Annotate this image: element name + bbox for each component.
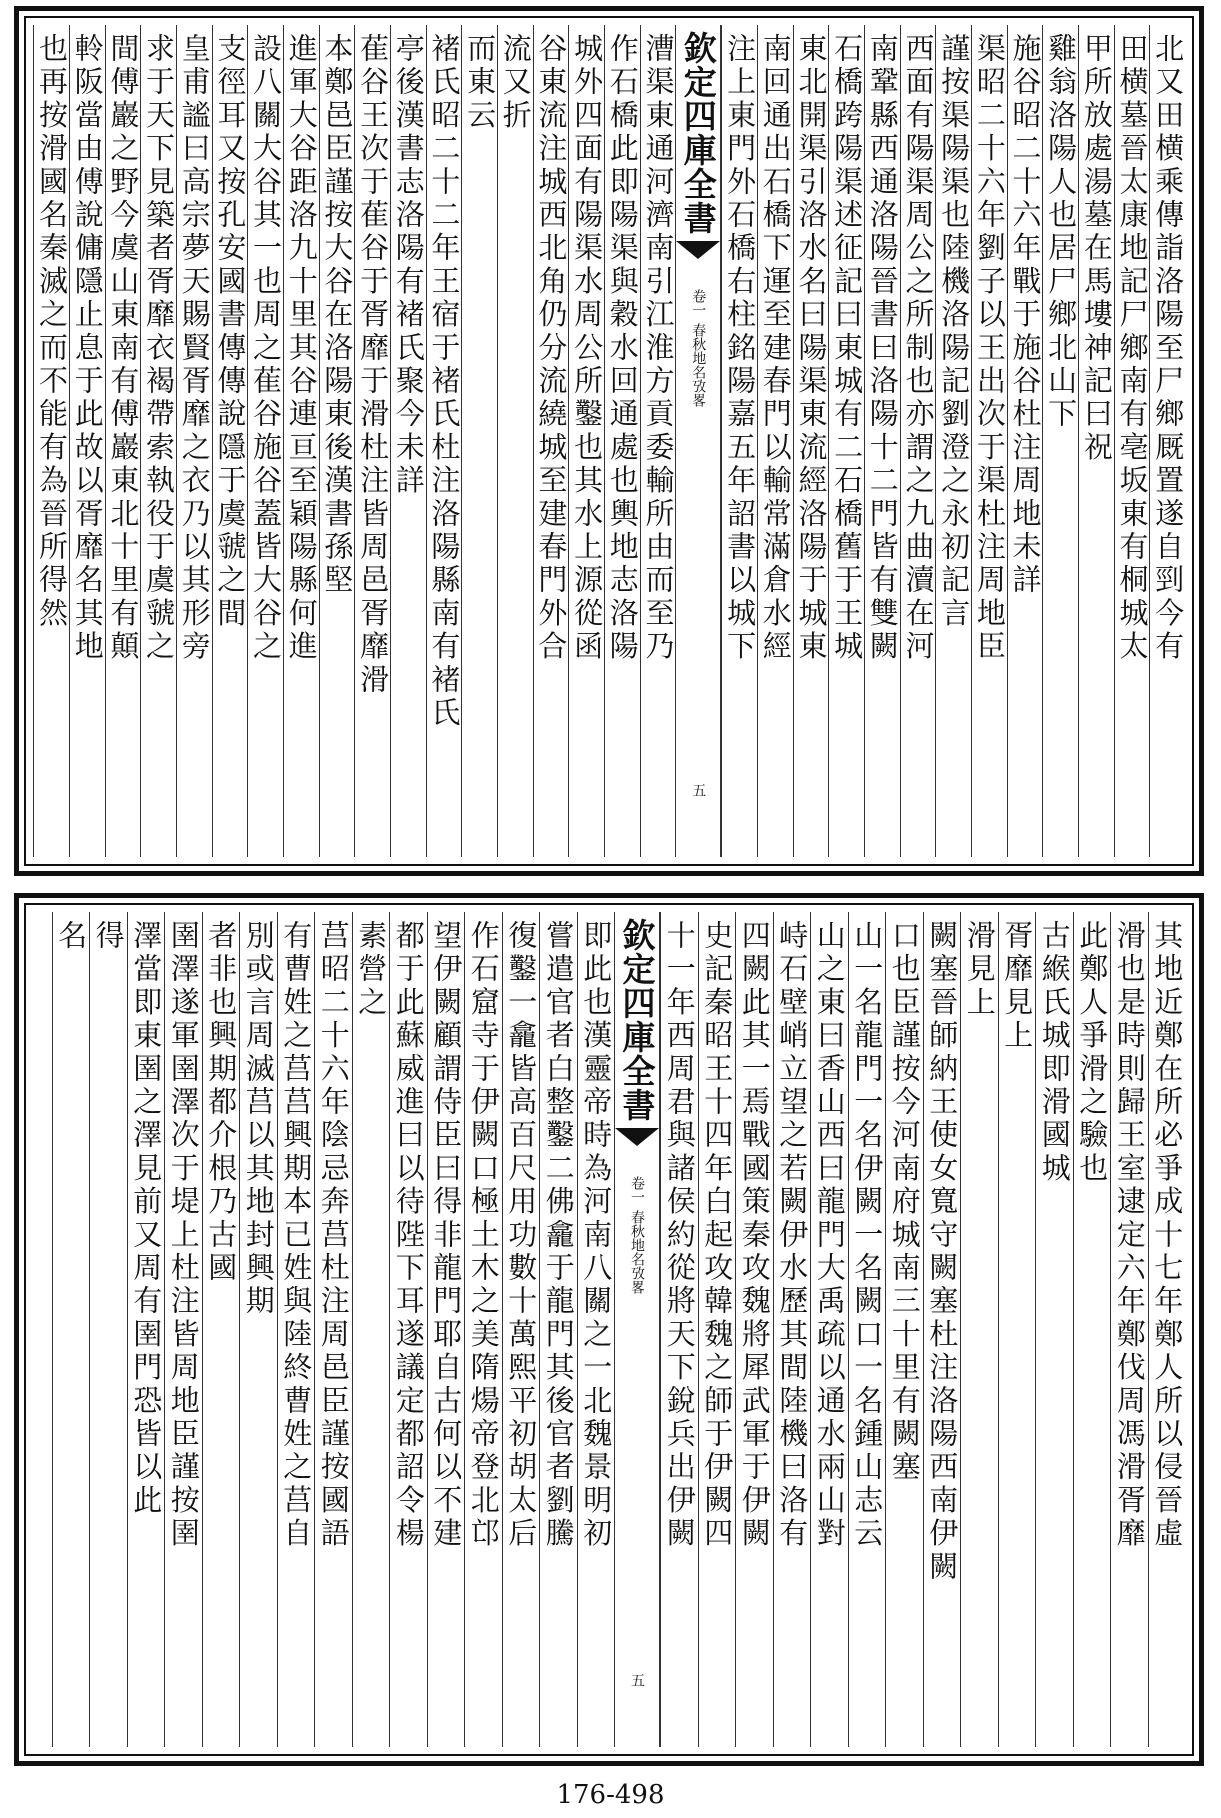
text-column	[283, 25, 319, 857]
column-text: 即此也漢靈帝時為河南八關之一北魏景明初	[579, 920, 614, 1551]
text-column	[426, 25, 462, 857]
column-text: 本鄭邑臣謹按大谷在洛陽東後漢書孫堅	[320, 33, 355, 598]
column-text: 石橋跨陽渠述征記曰東城有二石橋舊于王城	[830, 33, 864, 664]
center-spine	[675, 25, 721, 857]
column-text: 褚氏昭二十二年王宿于褚氏杜注洛陽縣南有褚氏	[427, 33, 462, 731]
column-text: 闕塞晉師納王使女寬守闕塞杜注洛陽西南伊闕	[925, 920, 960, 1584]
text-column	[1078, 25, 1114, 857]
chapter-title: 春秋地名攷畧	[629, 1210, 645, 1294]
top-page-panel	[14, 6, 1204, 876]
text-column	[935, 25, 971, 857]
text-column	[247, 25, 283, 857]
text-column	[314, 912, 352, 1747]
column-text: 圉澤遂軍圉澤次于堤上杜注皆周地臣謹按圉	[166, 920, 201, 1551]
text-column	[354, 25, 390, 857]
column-text: 山一名龍門一名伊闕一名闕口一名鍾山志云	[850, 920, 885, 1551]
text-column	[69, 25, 105, 857]
text-column	[127, 912, 165, 1747]
column-text: 皇甫謐曰高宗夢天賜賢胥靡之衣乃以其形旁	[177, 33, 212, 664]
column-text: 峙石壁峭立望之若闕伊水歷其間陸機曰洛有	[775, 920, 810, 1551]
text-column	[533, 25, 569, 857]
column-text: 口也臣謹按今河南府城南三十里有闕塞	[887, 920, 922, 1485]
text-column	[793, 25, 829, 857]
column-text: 谷東流注城西北角仍分流繞城至建春門外合	[534, 33, 569, 664]
text-column	[164, 912, 202, 1747]
column-text: 作石橋此即陽渠與穀水回通處也輿地志洛陽	[605, 33, 640, 664]
column-text: 亭後漢書志洛陽有褚氏聚今未詳	[391, 33, 426, 498]
column-text: 流又折	[498, 33, 533, 133]
text-column	[923, 912, 961, 1747]
column-text: 東北開渠引洛水名曰陽渠東流經洛陽于城東	[794, 33, 829, 664]
column-text: 都于此蘇威進曰以待陛下耳遂議定都詔令楊	[391, 920, 426, 1551]
column-text: 滑見上	[962, 920, 997, 1020]
column-text: 施谷昭二十六年戰于施谷杜注周地未詳	[1008, 33, 1043, 598]
column-text: 支徑耳又按孔安國書傳傳說隱于虞虢之間	[213, 33, 248, 631]
text-column	[998, 912, 1036, 1747]
fish-tail-ornament	[615, 1128, 659, 1146]
column-text: 設八關大谷其一也周之萑谷施谷蓋皆大谷之	[249, 33, 283, 664]
column-text: 間傅巖之野今虞山東南有傅巖東北十里有顛	[106, 33, 141, 664]
column-text: 莒昭二十六年陰忌奔莒杜注周邑臣謹按國語	[316, 920, 351, 1551]
text-column	[89, 912, 127, 1747]
text-column	[660, 912, 698, 1747]
text-column	[52, 912, 90, 1747]
column-text: 西面有陽渠周公之所制也亦謂之九曲瀆在河	[901, 33, 936, 664]
column-text: 此鄭人爭滑之驗也	[1075, 920, 1110, 1186]
text-column	[698, 912, 736, 1747]
column-text: 作石窟寺于伊闕口極土木之美隋煬帝登北邙	[466, 920, 501, 1551]
column-text: 者非也興期都介根乃古國	[204, 920, 239, 1286]
volume-label: 卷一	[690, 289, 707, 317]
text-column	[721, 25, 757, 857]
text-column	[1042, 25, 1078, 857]
text-column	[389, 912, 427, 1747]
text-column	[461, 25, 497, 857]
column-text: 南鞏縣西通洛陽晉書曰洛陽十二門皆有雙闕	[865, 33, 900, 664]
column-text: 渠昭二十六年劉子以王出次于渠杜注周地臣	[972, 33, 1007, 664]
column-text: 注上東門外石橋右柱銘陽嘉五年詔書以城下	[723, 33, 757, 664]
column-text: 十一年西周君與諸侯約從將天下銳兵出伊闕	[662, 920, 697, 1551]
page-number-footer: 176-498	[556, 1780, 665, 1810]
text-column	[828, 25, 864, 857]
center-spine	[614, 912, 660, 1747]
column-text: 四闕此其一焉戰國策秦攻魏將犀武軍于伊闕	[737, 920, 772, 1551]
column-text: 城外四面有陽渠水周公所鑿也其水上源從函	[570, 33, 604, 664]
column-text: 素營之	[354, 920, 389, 1020]
column-text: 也再按滑國名秦滅之而不能有為晉所得然	[35, 33, 69, 631]
column-text: 澤當即東圉之澤見前又周有圉門恐皆以此	[129, 920, 164, 1518]
text-column	[604, 25, 640, 857]
text-column	[497, 25, 533, 857]
text-column	[900, 25, 936, 857]
text-column	[105, 25, 141, 857]
text-column	[810, 912, 848, 1747]
text-column	[539, 912, 577, 1747]
text-column	[757, 25, 793, 857]
column-text: 田横墓晉太康地記尸鄉南有亳坂東有桐城太	[1115, 33, 1150, 664]
folio-number: 五	[690, 783, 707, 797]
folio-number: 五	[629, 1673, 645, 1687]
column-text: 雞翁洛陽人也居尸鄉北山下	[1044, 33, 1078, 432]
column-text: 望伊闕顧謂侍臣曰得非龍門耶自古何以不建	[429, 920, 464, 1551]
column-text: 謹按渠陽渠也陸機洛陽記劉澄之永初記言	[937, 33, 971, 631]
bottom-columns	[33, 912, 1185, 1747]
text-column	[319, 25, 355, 857]
column-text: 有曹姓之莒莒興期本已姓與陸終曹姓之莒自	[279, 920, 314, 1551]
volume-label: 卷一	[629, 1176, 645, 1204]
text-column	[1007, 25, 1043, 857]
book-title: 欽定四庫全書	[617, 918, 657, 1122]
column-text: 甲所放處湯墓在馬塿神記曰祝	[1079, 33, 1114, 465]
column-text: 萑谷王次于萑谷于胥靡于滑杜注皆周邑胥靡滑	[356, 33, 390, 697]
column-text: 史記秦昭王十四年白起攻韓魏之師于伊闕四	[700, 920, 735, 1551]
column-text: 求于天下見築者胥靡衣褐帶索執役于虞虢之	[142, 33, 176, 664]
text-column	[1148, 912, 1186, 1747]
text-column	[864, 25, 900, 857]
text-column	[176, 25, 212, 857]
text-column	[277, 912, 315, 1747]
fish-tail-ornament	[676, 241, 720, 259]
column-text: 得	[91, 920, 126, 954]
text-column	[773, 912, 811, 1747]
bottom-page-panel	[14, 893, 1204, 1766]
text-column	[1110, 912, 1148, 1747]
text-column	[212, 25, 248, 857]
text-column	[960, 912, 998, 1747]
text-column	[885, 912, 923, 1747]
text-column	[1149, 25, 1185, 857]
text-column	[239, 912, 277, 1747]
column-text: 滑也是時則歸王室逮定六年鄭伐周馮滑胥靡	[1112, 920, 1147, 1551]
column-text: 胥靡見上	[1000, 920, 1035, 1053]
text-column	[502, 912, 540, 1747]
text-column	[848, 912, 886, 1747]
text-column	[427, 912, 465, 1747]
column-text: 軨阪當由傅說傭隱止息于此故以胥靡名其地	[70, 33, 105, 664]
text-column	[464, 912, 502, 1747]
text-column	[577, 912, 615, 1747]
text-column	[202, 912, 240, 1747]
text-column	[568, 25, 604, 857]
column-text: 漕渠東通河濟南引江淮方貢委輸所由而至乃	[641, 33, 676, 664]
text-column	[1114, 25, 1150, 857]
book-title: 欽定四庫全書	[678, 31, 718, 235]
column-text: 進軍大谷距洛九十里其谷連亘至穎陽縣何進	[284, 33, 319, 664]
text-column	[640, 25, 676, 857]
column-text: 南回通出石橋下運至建春門以輸常滿倉水經	[758, 33, 793, 664]
column-text: 古緱氏城即滑國城	[1037, 920, 1072, 1186]
text-column	[33, 25, 69, 857]
column-text: 嘗遣官者白整鑿二佛龕于龍門其後官者劉騰	[541, 920, 576, 1551]
text-column	[1035, 912, 1073, 1747]
text-column	[352, 912, 390, 1747]
text-column	[390, 25, 426, 857]
text-column	[735, 912, 773, 1747]
top-columns	[33, 25, 1185, 857]
text-column	[1073, 912, 1111, 1747]
column-text: 山之東曰香山西曰龍門大禹疏以通水兩山對	[812, 920, 847, 1551]
text-column	[971, 25, 1007, 857]
column-text: 而東云	[463, 33, 497, 133]
column-text: 北又田横乘傳詣洛陽至尸鄉厩置遂自剄今有	[1151, 33, 1185, 664]
text-column	[140, 25, 176, 857]
column-text: 復鑿一龕皆高百尺用功數十萬熙平初胡太后	[504, 920, 539, 1551]
column-text: 名	[54, 920, 89, 954]
chapter-title: 春秋地名攷畧	[690, 323, 707, 407]
column-text: 別或言周滅莒以其地封興期	[241, 920, 276, 1319]
column-text: 其地近鄭在所必爭成十七年鄭人所以侵晉虛	[1150, 920, 1185, 1551]
